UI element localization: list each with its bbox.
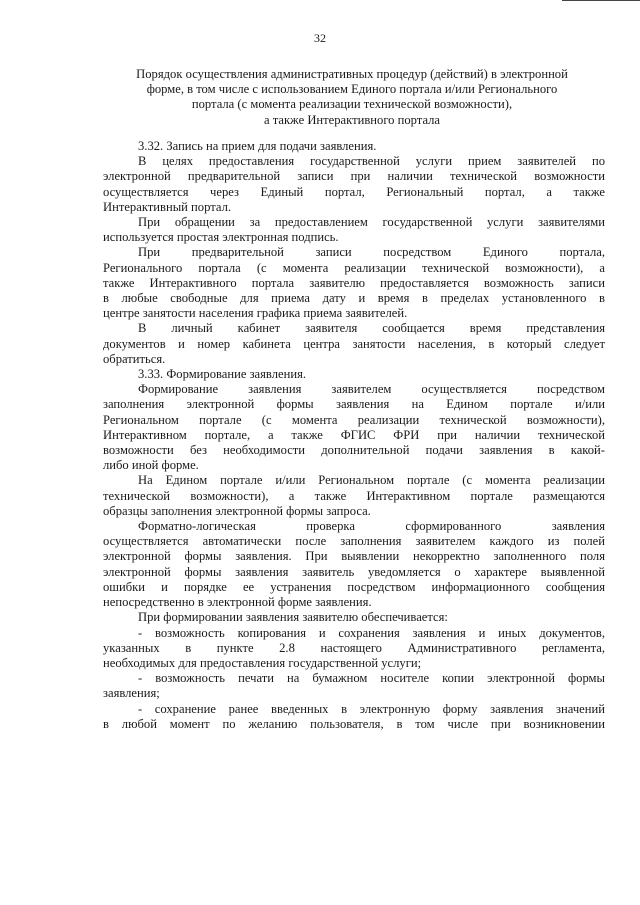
heading-line: портала (с момента реализации технической возможности), bbox=[191, 97, 513, 112]
section-heading bbox=[92, 67, 612, 128]
text-line: либо иной форме. bbox=[103, 458, 199, 473]
text-line: непосредственно в электронной форме заявления. bbox=[103, 595, 372, 610]
text-line: В личный кабинет заявителя сообщается время представления bbox=[138, 321, 605, 336]
text-line: ошибки и порядке ее устранения посредством информационного сообщения bbox=[103, 579, 605, 594]
text-line: электронной формы заявления. При выявлении некорректно заполненного поля bbox=[103, 549, 605, 564]
text-line: документов и номер кабинета центра занятости населения, в который следует bbox=[103, 336, 605, 351]
text-line: возможности без необходимости дополнительной подачи заявления в какой- bbox=[103, 443, 605, 458]
text-line: Регионального портала (с момента реализации технической возможности), а bbox=[103, 260, 605, 275]
text-line: указанных в пункте 2.8 настоящего Административного регламента, bbox=[103, 640, 605, 655]
paragraph bbox=[103, 154, 605, 215]
paragraph bbox=[103, 367, 605, 382]
text-line: электронной предварительной записи при наличии технической возможности bbox=[103, 169, 605, 184]
paragraph bbox=[103, 215, 605, 245]
text-line: В целях предоставления государственной услуги прием заявителей по bbox=[138, 154, 605, 169]
text-line: - возможность печати на бумажном носителе копии электронной формы bbox=[138, 671, 605, 686]
paragraph bbox=[103, 139, 605, 154]
text-line: Интерактивный портал. bbox=[103, 199, 232, 214]
text-line: 3.33. Формирование заявления. bbox=[138, 367, 307, 382]
paragraph bbox=[103, 321, 605, 367]
top-edge-rule bbox=[562, 0, 640, 1]
paragraph bbox=[103, 671, 605, 701]
paragraph bbox=[103, 702, 605, 732]
text-line: заполнения электронной формы заявления на Едином портале и/или bbox=[103, 397, 605, 412]
text-line: При обращении за предоставлением государственной услуги заявителями bbox=[138, 215, 605, 230]
heading-line: а также Интерактивного портала bbox=[263, 112, 441, 127]
text-line: При формировании заявления заявителю обеспечивается: bbox=[138, 610, 448, 625]
text-line: необходимых для предоставления государственной услуги; bbox=[103, 655, 422, 670]
text-line: - сохранение ранее введенных в электронную форму заявления значений bbox=[138, 701, 605, 716]
text-line: На Едином портале и/или Региональном портале (с момента реализации bbox=[138, 473, 605, 488]
text-line: Формирование заявления заявителем осуществляется посредством bbox=[138, 382, 605, 397]
paragraph bbox=[103, 519, 605, 610]
heading-line: Порядок осуществления административных процедур (действий) в электронной bbox=[136, 67, 568, 81]
paragraph bbox=[103, 245, 605, 321]
text-line: электронной формы заявления заявитель уведомляется о характере выявленной bbox=[103, 564, 605, 579]
text-line: технической возможности), а также Интерактивном портале размещаются bbox=[103, 488, 605, 503]
paragraph bbox=[103, 626, 605, 672]
text-line: Интерактивном портале, а также ФГИС ФРИ при наличии технической bbox=[103, 427, 605, 442]
text-line: обратиться. bbox=[103, 351, 166, 366]
text-line: 3.32. Запись на прием для подачи заявления. bbox=[138, 139, 377, 153]
text-line: в любые свободные для приема дату и время в пределах установленного в bbox=[103, 291, 605, 306]
text-line: Форматно-логическая проверка сформированного заявления bbox=[138, 519, 605, 534]
text-line: используется простая электронная подпись. bbox=[103, 230, 339, 245]
text-line: Региональном портале (с момента реализации технической возможности), bbox=[103, 412, 605, 427]
text-line: заявления; bbox=[103, 686, 160, 701]
text-line: также Интерактивного портала заявителю предоставляется возможность записи bbox=[103, 275, 605, 290]
heading-line: форме, в том числе с использованием Единого портала и/или Регионального bbox=[146, 82, 558, 97]
text-line: осуществляется через Единый портал, Региональный портал, а также bbox=[103, 184, 605, 199]
paragraph bbox=[103, 382, 605, 473]
text-line: При предварительной записи посредством Единого портала, bbox=[138, 245, 605, 260]
document-body bbox=[103, 139, 605, 732]
text-line: осуществляется автоматически после заполнения заявителем каждого из полей bbox=[103, 534, 605, 549]
paragraph bbox=[103, 473, 605, 519]
text-line: в любой момент по желанию пользователя, в том числе при возникновении bbox=[103, 716, 605, 731]
text-line: - возможность копирования и сохранения заявления и иных документов, bbox=[138, 625, 605, 640]
text-line: образцы заполнения электронной формы запроса. bbox=[103, 503, 371, 518]
text-line: центре занятости населения графика приема заявителей. bbox=[103, 306, 408, 321]
paragraph bbox=[103, 610, 605, 625]
page-number: 32 bbox=[314, 31, 326, 45]
